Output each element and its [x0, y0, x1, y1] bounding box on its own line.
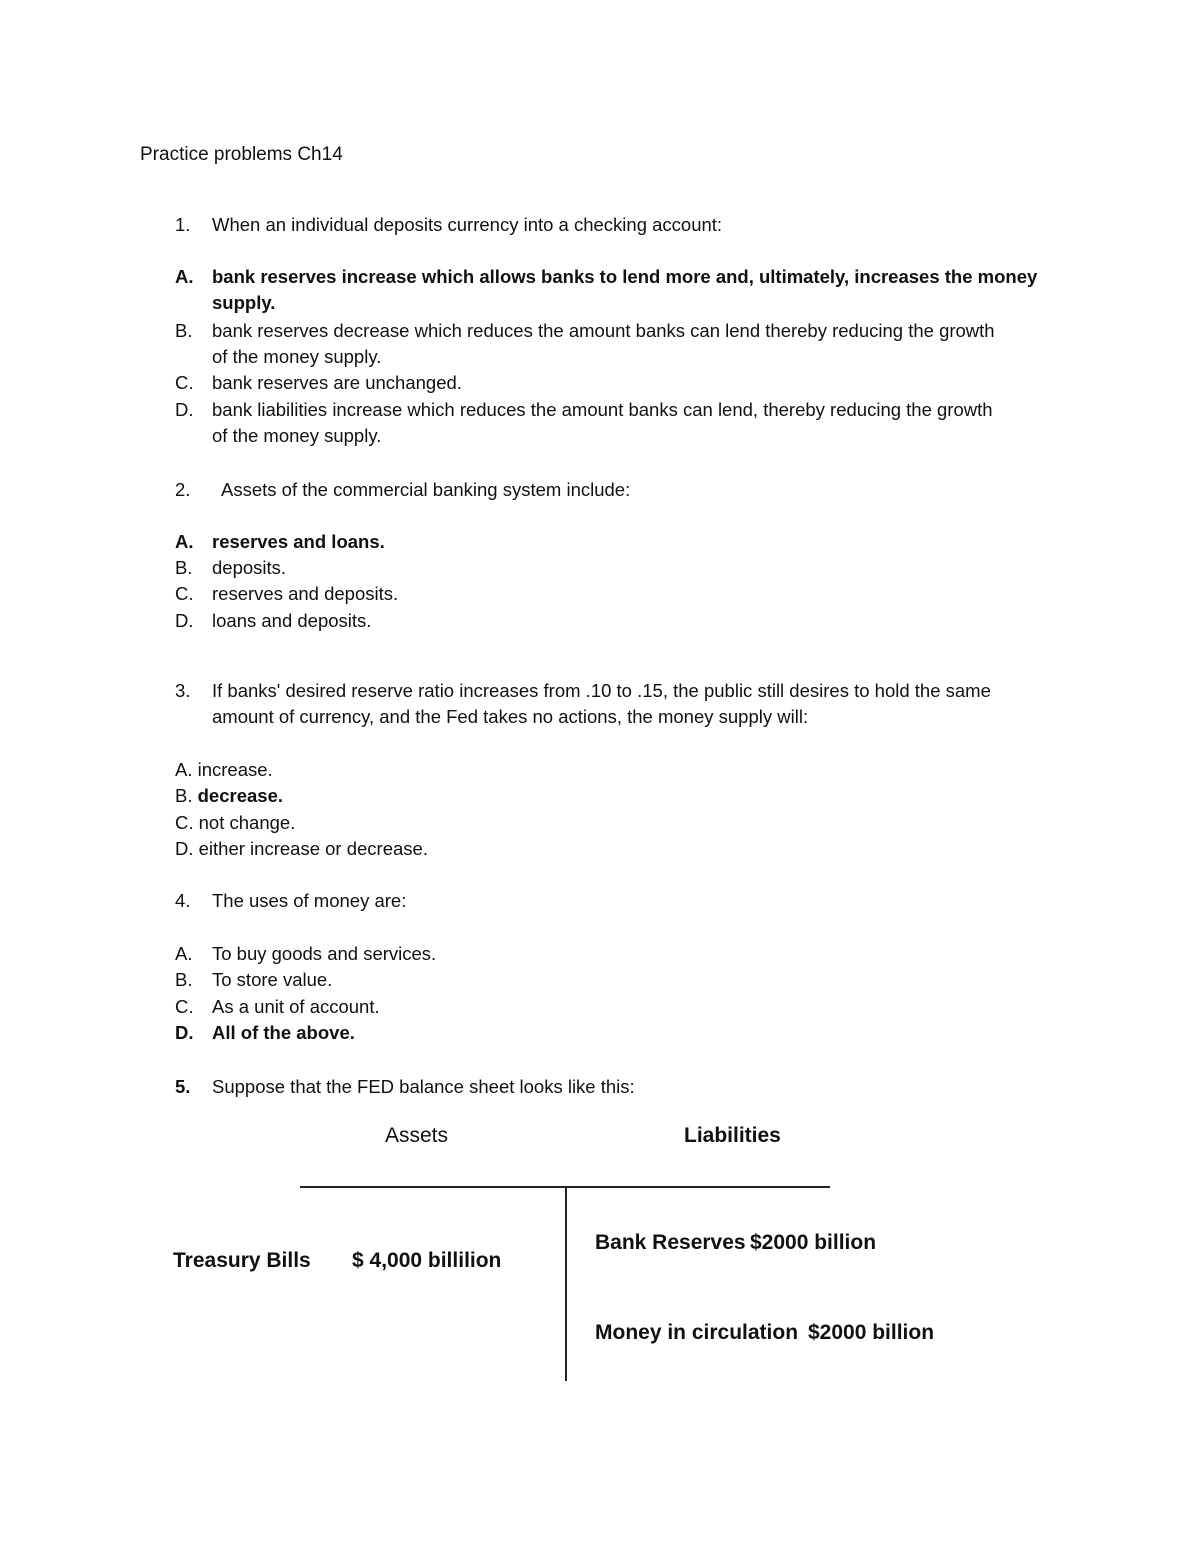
- option-letter: B.: [175, 557, 193, 578]
- question-text: Assets of the commercial banking system include:: [221, 479, 631, 500]
- option-text: To store value.: [212, 969, 333, 990]
- option-text: bank reserves are unchanged.: [212, 372, 462, 393]
- option-text: decrease.: [197, 785, 283, 806]
- option-letter: D.: [175, 1022, 194, 1043]
- option-text: either increase or decrease.: [198, 838, 428, 859]
- question-number: 3.: [175, 680, 191, 701]
- option-letter: C.: [175, 812, 194, 833]
- option-letter: A.: [175, 943, 193, 964]
- option-text: [212, 318, 1072, 370]
- question-number: 5.: [175, 1076, 191, 1097]
- option-text: [212, 397, 1072, 449]
- option-line: bank liabilities increase which reduces the amount banks can lend, thereby reducing the growth: [212, 399, 993, 420]
- option-letter: B.: [175, 785, 193, 806]
- option-letter: C.: [175, 372, 194, 393]
- question-line: If banks' desired reserve ratio increases from .10 to .15, the public still desires to hold the same: [212, 680, 991, 701]
- question-text: When an individual deposits currency into a checking account:: [212, 214, 723, 235]
- option-text: reserves and loans.: [212, 531, 385, 552]
- option-letter: D.: [175, 838, 194, 859]
- liabilities-header: Liabilities: [684, 1124, 781, 1147]
- q3-option-a: [175, 757, 1075, 783]
- option-letter: D.: [175, 610, 194, 631]
- liability-value: $2000 billion: [808, 1321, 935, 1344]
- question-text: The uses of money are:: [212, 890, 407, 911]
- option-text: All of the above.: [212, 1022, 355, 1043]
- question-number: 4.: [175, 890, 191, 911]
- liability-value: $2000 billion: [750, 1231, 877, 1254]
- option-letter: C.: [175, 583, 194, 604]
- option-letter: A.: [175, 759, 193, 780]
- liability-label: Bank Reserves: [595, 1231, 746, 1254]
- question-line: amount of currency, and the Fed takes no actions, the money supply will:: [212, 706, 809, 727]
- liability-label: Money in circulation: [595, 1321, 799, 1344]
- option-text: increase.: [197, 759, 273, 780]
- option-line: of the money supply.: [212, 425, 382, 446]
- option-text: loans and deposits.: [212, 610, 372, 631]
- question-text: Suppose that the FED balance sheet looks like this:: [212, 1076, 635, 1097]
- q3-option-d: [175, 836, 1075, 862]
- option-line: of the money supply.: [212, 346, 382, 367]
- option-text: not change.: [198, 812, 296, 833]
- option-line: bank reserves increase which allows banks to lend more and, ultimately, increases the money: [212, 266, 1038, 287]
- asset-label: Treasury Bills: [173, 1249, 311, 1272]
- assets-header: Assets: [385, 1124, 449, 1147]
- option-line: bank reserves decrease which reduces the amount banks can lend thereby reducing the growth: [212, 320, 995, 341]
- option-letter: D.: [175, 399, 194, 420]
- option-letter: A.: [175, 266, 194, 287]
- question-number: 1.: [175, 214, 191, 235]
- option-text: As a unit of account.: [212, 996, 380, 1017]
- question-text: [212, 678, 1092, 730]
- option-letter: B.: [175, 320, 193, 341]
- option-letter: C.: [175, 996, 194, 1017]
- page-title: Practice problems Ch14: [140, 144, 343, 165]
- t-account-vertical-rule: [565, 1187, 567, 1381]
- option-line: supply.: [212, 292, 276, 313]
- option-text: reserves and deposits.: [212, 583, 399, 604]
- option-text: To buy goods and services.: [212, 943, 437, 964]
- option-text: [212, 264, 1072, 316]
- q3-option-c: [175, 810, 1075, 836]
- option-letter: A.: [175, 531, 194, 552]
- option-text: deposits.: [212, 557, 287, 578]
- option-letter: B.: [175, 969, 193, 990]
- q3-option-b: [175, 783, 1075, 809]
- asset-value: $ 4,000 billilion: [352, 1249, 502, 1272]
- question-number: 2.: [175, 479, 191, 500]
